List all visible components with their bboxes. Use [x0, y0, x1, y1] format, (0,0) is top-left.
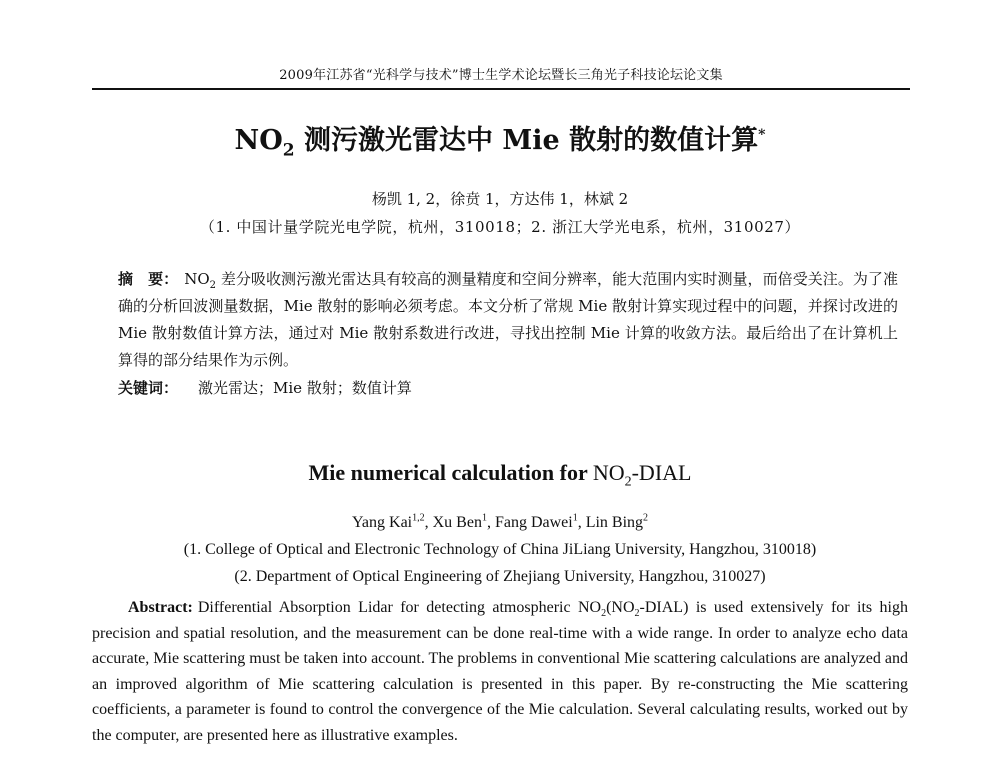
english-authors [0, 514, 1000, 532]
author-separator: , [424, 514, 433, 531]
en-title-bold: Mie numerical calculation for [308, 460, 593, 485]
running-header: 2009年江苏省“光科学与技术”博士生学术论坛暨长三角光子科技论坛论文集 [279, 68, 723, 83]
en-abstract-sub-1: 2 [601, 608, 607, 620]
cn-abstract-pre: NO [184, 270, 210, 288]
cn-title-footnote-mark: * [758, 127, 766, 143]
chinese-affiliations: （1. 中国计量学院光电学院，杭州，310018；2. 浙江大学光电系，杭州，310027） [199, 218, 801, 236]
author-affil-mark: 2 [643, 512, 649, 524]
author-separator: , [577, 514, 586, 531]
en-title-plain-pre: NO [592, 460, 625, 485]
english-affiliation-2: (2. Department of Optical Engineering of Zhejiang University, Hangzhou, 310027) [234, 568, 766, 585]
author-affil-mark: 1 [481, 512, 487, 524]
english-affiliation-1: (1. College of Optical and Electronic Technology of China JiLiang University, Hangzhou, 310018) [183, 541, 817, 558]
author-affil-mark: 1 [572, 512, 578, 524]
en-title-plain-post: -DIAL [631, 460, 692, 485]
en-abstract-part-1: Differential Absorption Lidar for detecting atmospheric NO [197, 599, 602, 616]
chinese-abstract [118, 266, 898, 374]
author-name: Fang Dawei [494, 514, 573, 531]
cn-keywords-text: 激光雷达；Mie 散射；数值计算 [198, 379, 412, 397]
header-rule [92, 88, 910, 90]
author-affil-mark: 1,2 [412, 512, 425, 524]
cn-keywords-label: 关键词： [118, 379, 179, 397]
cn-abstract-text: 差分吸收测污激光雷达具有较高的测量精度和空间分辨率，能大范围内实时测量，而倍受关注。为了准确的分析回波测量数据，Mie 散射的影响必须考虑。本文分析了常规 Mie 散射计算实现过程中的问题，并探讨改进的 Mie 散射数值计算方法，通过对 Mie 散射系数进行改进，寻找出控制 Mie 计算的收敛方法。最后给出了在计算机上算得的部分结果作为示例。 [118, 270, 898, 369]
cn-title-sub: 2 [282, 140, 295, 161]
cn-abstract-label: 摘 要： [118, 270, 179, 288]
author-name: Xu Ben [432, 514, 482, 531]
cn-title-post: 测污激光雷达中 Mie 散射的数值计算 [294, 125, 759, 156]
author-name: Lin Bing [585, 514, 644, 531]
chinese-authors: 杨凯 1, 2，徐贲 1，方达伟 1，林斌 2 [371, 190, 629, 208]
en-title-sub: 2 [624, 474, 632, 490]
en-abstract-label: Abstract: [128, 599, 193, 616]
en-abstract-sub-2: 2 [634, 608, 640, 620]
cn-title-pre: NO [234, 125, 283, 156]
author-separator: , [486, 514, 495, 531]
chinese-keywords [118, 377, 898, 398]
en-abstract-part-2: (NO [606, 599, 635, 616]
chinese-title [0, 118, 1000, 160]
english-abstract [92, 595, 908, 748]
english-title [0, 460, 1000, 490]
cn-abstract-sub: 2 [209, 280, 217, 291]
en-abstract-part-3: -DIAL) is used extensively for its high precision and spatial resolution, and the measurement can be done real-time with a wide range. In order to analyze echo data accurate, Mie scattering must be taken into account. The problems in conventional Mie scattering calculations are analyzed and an improved algorithm of Mie scattering calculation is presented in this paper. By re-constructing the Mie scattering coefficients, a parameter is found to control the convergence of the Mie calculation. Several calculating results, worked out by the computer, are presented here as illustrative examples. [92, 599, 909, 744]
author-name: Yang Kai [351, 514, 413, 531]
